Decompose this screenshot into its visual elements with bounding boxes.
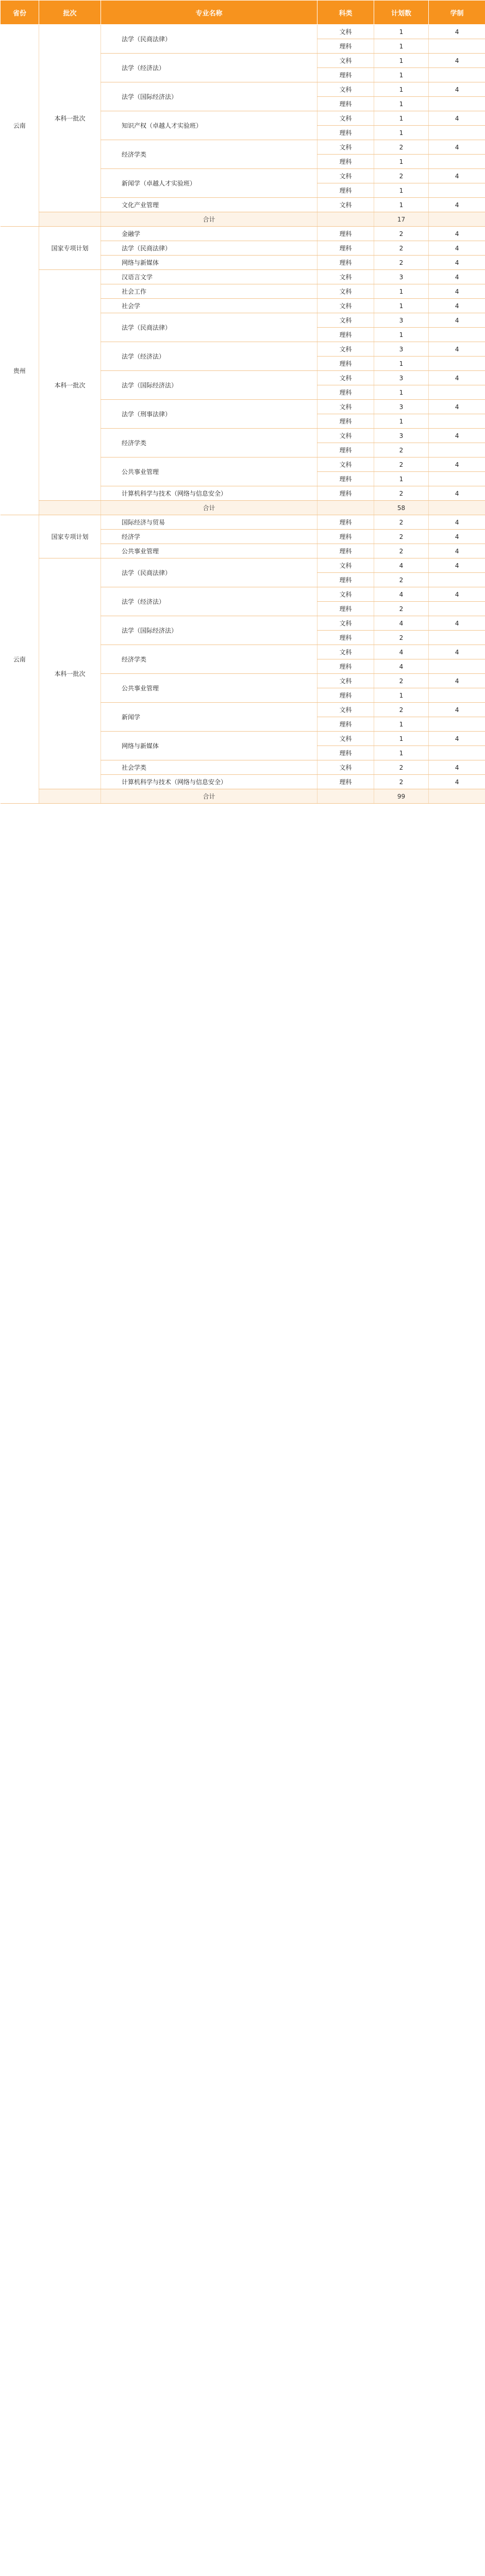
category-cell: 理科 — [317, 573, 374, 587]
total-value: 58 — [374, 501, 429, 515]
plan-count-cell: 2 — [374, 602, 429, 616]
category-cell: 理科 — [317, 544, 374, 558]
category-cell: 文科 — [317, 558, 374, 573]
category-cell: 文科 — [317, 140, 374, 155]
province-cell: 贵州 — [1, 227, 39, 515]
category-cell: 理科 — [317, 631, 374, 645]
header-row — [1, 1, 485, 25]
major-cell: 金融学 — [101, 227, 317, 241]
total-row — [1, 501, 485, 515]
plan-count-cell: 2 — [374, 775, 429, 789]
category-cell: 理科 — [317, 97, 374, 111]
batch-cell: 本科一批次 — [39, 25, 101, 212]
plan-count-cell: 3 — [374, 371, 429, 385]
header-batch: 批次 — [39, 1, 101, 25]
duration-cell — [429, 443, 485, 457]
duration-cell: 4 — [429, 54, 485, 68]
header-duration: 学制 — [429, 1, 485, 25]
duration-cell: 4 — [429, 227, 485, 241]
total-spacer — [429, 212, 485, 227]
plan-count-cell: 3 — [374, 313, 429, 328]
plan-count-cell: 4 — [374, 616, 429, 631]
duration-cell: 4 — [429, 703, 485, 717]
major-cell: 法学（国际经济法） — [101, 371, 317, 400]
duration-cell: 4 — [429, 82, 485, 97]
category-cell: 文科 — [317, 645, 374, 659]
major-cell: 法学（经济法） — [101, 342, 317, 371]
duration-cell: 4 — [429, 342, 485, 357]
plan-count-cell: 1 — [374, 198, 429, 212]
table-row — [1, 515, 485, 530]
duration-cell: 4 — [429, 111, 485, 126]
category-cell: 文科 — [317, 371, 374, 385]
total-spacer — [429, 501, 485, 515]
total-row — [1, 789, 485, 804]
plan-count-cell: 4 — [374, 558, 429, 573]
major-cell: 公共事业管理 — [101, 674, 317, 703]
plan-count-cell: 1 — [374, 746, 429, 760]
category-cell: 文科 — [317, 400, 374, 414]
table-row — [1, 270, 485, 284]
duration-cell: 4 — [429, 674, 485, 688]
batch-cell: 国家专项计划 — [39, 227, 101, 270]
major-cell: 新闻学（卓越人才实验班） — [101, 169, 317, 198]
category-cell: 文科 — [317, 703, 374, 717]
table-row — [1, 227, 485, 241]
total-value: 99 — [374, 789, 429, 804]
plan-count-cell: 1 — [374, 68, 429, 82]
duration-cell: 4 — [429, 515, 485, 530]
plan-count-cell: 1 — [374, 357, 429, 371]
duration-cell — [429, 68, 485, 82]
category-cell: 文科 — [317, 54, 374, 68]
category-cell: 理科 — [317, 530, 374, 544]
plan-count-cell: 1 — [374, 25, 429, 39]
category-cell: 理科 — [317, 472, 374, 486]
category-cell: 理科 — [317, 688, 374, 703]
duration-cell: 4 — [429, 558, 485, 573]
category-cell: 理科 — [317, 414, 374, 429]
major-cell: 法学（民商法律） — [101, 313, 317, 342]
plan-count-cell: 2 — [374, 140, 429, 155]
major-cell: 公共事业管理 — [101, 544, 317, 558]
category-cell: 文科 — [317, 674, 374, 688]
plan-count-cell: 1 — [374, 155, 429, 169]
plan-count-cell: 1 — [374, 299, 429, 313]
duration-cell — [429, 746, 485, 760]
category-cell: 理科 — [317, 515, 374, 530]
major-cell: 法学（民商法律） — [101, 241, 317, 256]
duration-cell: 4 — [429, 400, 485, 414]
category-cell: 文科 — [317, 587, 374, 602]
category-cell: 理科 — [317, 746, 374, 760]
duration-cell — [429, 328, 485, 342]
plan-count-cell: 1 — [374, 717, 429, 732]
duration-cell: 4 — [429, 457, 485, 472]
category-cell: 理科 — [317, 241, 374, 256]
major-cell: 经济学 — [101, 530, 317, 544]
major-cell: 社会学类 — [101, 760, 317, 775]
total-spacer — [39, 501, 101, 515]
plan-count-cell: 1 — [374, 97, 429, 111]
plan-count-cell: 4 — [374, 587, 429, 602]
category-cell: 文科 — [317, 82, 374, 97]
duration-cell — [429, 602, 485, 616]
duration-cell — [429, 573, 485, 587]
plan-count-cell: 1 — [374, 688, 429, 703]
major-cell: 法学（国际经济法） — [101, 616, 317, 645]
duration-cell: 4 — [429, 25, 485, 39]
duration-cell — [429, 39, 485, 54]
category-cell: 文科 — [317, 284, 374, 299]
plan-count-cell: 1 — [374, 183, 429, 198]
category-cell: 文科 — [317, 299, 374, 313]
plan-count-cell: 1 — [374, 732, 429, 746]
duration-cell — [429, 631, 485, 645]
duration-cell: 4 — [429, 616, 485, 631]
duration-cell: 4 — [429, 299, 485, 313]
category-cell: 理科 — [317, 443, 374, 457]
duration-cell: 4 — [429, 284, 485, 299]
category-cell: 文科 — [317, 429, 374, 443]
duration-cell: 4 — [429, 169, 485, 183]
plan-count-cell: 2 — [374, 486, 429, 501]
total-spacer — [317, 212, 374, 227]
duration-cell — [429, 155, 485, 169]
plan-count-cell: 2 — [374, 443, 429, 457]
duration-cell: 4 — [429, 140, 485, 155]
plan-count-cell: 1 — [374, 111, 429, 126]
category-cell: 理科 — [317, 486, 374, 501]
plan-count-cell: 4 — [374, 645, 429, 659]
plan-count-cell: 2 — [374, 674, 429, 688]
duration-cell: 4 — [429, 241, 485, 256]
category-cell: 文科 — [317, 198, 374, 212]
total-value: 17 — [374, 212, 429, 227]
major-cell: 法学（经济法） — [101, 54, 317, 82]
header-major: 专业名称 — [101, 1, 317, 25]
major-cell: 法学（民商法律） — [101, 25, 317, 54]
header-category: 科类 — [317, 1, 374, 25]
plan-count-cell: 4 — [374, 659, 429, 674]
duration-cell: 4 — [429, 732, 485, 746]
duration-cell — [429, 357, 485, 371]
plan-count-cell: 2 — [374, 515, 429, 530]
duration-cell: 4 — [429, 256, 485, 270]
category-cell: 理科 — [317, 602, 374, 616]
major-cell: 网络与新媒体 — [101, 732, 317, 760]
major-cell: 知识产权（卓越人才实验班） — [101, 111, 317, 140]
plan-count-cell: 3 — [374, 270, 429, 284]
plan-count-cell: 2 — [374, 703, 429, 717]
duration-cell — [429, 472, 485, 486]
category-cell: 文科 — [317, 270, 374, 284]
total-spacer — [39, 789, 101, 804]
plan-count-cell: 2 — [374, 227, 429, 241]
plan-count-cell: 1 — [374, 82, 429, 97]
major-cell: 计算机科学与技术（网络与信息安全） — [101, 486, 317, 501]
duration-cell: 4 — [429, 198, 485, 212]
duration-cell: 4 — [429, 760, 485, 775]
category-cell: 文科 — [317, 169, 374, 183]
total-label: 合计 — [101, 212, 317, 227]
category-cell: 理科 — [317, 385, 374, 400]
duration-cell: 4 — [429, 775, 485, 789]
total-label: 合计 — [101, 789, 317, 804]
table-row — [1, 558, 485, 573]
category-cell: 文科 — [317, 111, 374, 126]
category-cell: 文科 — [317, 342, 374, 357]
major-cell: 法学（经济法） — [101, 587, 317, 616]
category-cell: 理科 — [317, 126, 374, 140]
plan-count-cell: 1 — [374, 385, 429, 400]
major-cell: 法学（民商法律） — [101, 558, 317, 587]
category-cell: 理科 — [317, 227, 374, 241]
duration-cell: 4 — [429, 429, 485, 443]
category-cell: 理科 — [317, 357, 374, 371]
category-cell: 文科 — [317, 25, 374, 39]
total-spacer — [317, 789, 374, 804]
duration-cell — [429, 659, 485, 674]
major-cell: 经济学类 — [101, 140, 317, 169]
total-label: 合计 — [101, 501, 317, 515]
category-cell: 文科 — [317, 732, 374, 746]
plan-count-cell: 3 — [374, 400, 429, 414]
batch-cell: 国家专项计划 — [39, 515, 101, 558]
major-cell: 新闻学 — [101, 703, 317, 732]
major-cell: 经济学类 — [101, 429, 317, 457]
plan-count-cell: 1 — [374, 284, 429, 299]
category-cell: 理科 — [317, 39, 374, 54]
plan-count-cell: 2 — [374, 530, 429, 544]
plan-count-cell: 1 — [374, 54, 429, 68]
major-cell: 汉语言文学 — [101, 270, 317, 284]
category-cell: 理科 — [317, 256, 374, 270]
province-cell: 云南 — [1, 515, 39, 804]
duration-cell — [429, 183, 485, 198]
major-cell: 法学（国际经济法） — [101, 82, 317, 111]
plan-count-cell: 2 — [374, 573, 429, 587]
plan-count-cell: 2 — [374, 241, 429, 256]
category-cell: 理科 — [317, 328, 374, 342]
category-cell: 理科 — [317, 183, 374, 198]
duration-cell — [429, 414, 485, 429]
plan-count-cell: 1 — [374, 472, 429, 486]
duration-cell — [429, 717, 485, 732]
duration-cell — [429, 385, 485, 400]
total-row — [1, 212, 485, 227]
plan-count-cell: 3 — [374, 429, 429, 443]
batch-cell: 本科一批次 — [39, 270, 101, 501]
major-cell: 社会工作 — [101, 284, 317, 299]
duration-cell: 4 — [429, 645, 485, 659]
category-cell: 文科 — [317, 457, 374, 472]
major-cell: 公共事业管理 — [101, 457, 317, 486]
total-spacer — [39, 212, 101, 227]
header-province: 省份 — [1, 1, 39, 25]
major-cell: 网络与新媒体 — [101, 256, 317, 270]
plan-count-cell: 2 — [374, 544, 429, 558]
major-cell: 文化产业管理 — [101, 198, 317, 212]
duration-cell: 4 — [429, 587, 485, 602]
header-plan-count: 计划数 — [374, 1, 429, 25]
table-body — [1, 25, 485, 804]
major-cell: 法学（刑事法律） — [101, 400, 317, 429]
table-row — [1, 25, 485, 39]
plan-count-cell: 1 — [374, 126, 429, 140]
plan-count-cell: 2 — [374, 631, 429, 645]
plan-count-cell: 1 — [374, 39, 429, 54]
plan-count-cell: 3 — [374, 342, 429, 357]
category-cell: 理科 — [317, 775, 374, 789]
duration-cell: 4 — [429, 486, 485, 501]
total-spacer — [317, 501, 374, 515]
plan-count-cell: 2 — [374, 256, 429, 270]
category-cell: 理科 — [317, 68, 374, 82]
category-cell: 文科 — [317, 313, 374, 328]
duration-cell — [429, 126, 485, 140]
plan-count-cell: 2 — [374, 169, 429, 183]
major-cell: 计算机科学与技术（网络与信息安全） — [101, 775, 317, 789]
duration-cell: 4 — [429, 530, 485, 544]
category-cell: 理科 — [317, 717, 374, 732]
duration-cell — [429, 688, 485, 703]
major-cell: 经济学类 — [101, 645, 317, 674]
duration-cell: 4 — [429, 544, 485, 558]
duration-cell: 4 — [429, 371, 485, 385]
major-cell: 国际经济与贸易 — [101, 515, 317, 530]
category-cell: 理科 — [317, 155, 374, 169]
category-cell: 文科 — [317, 760, 374, 775]
batch-cell: 本科一批次 — [39, 558, 101, 789]
plan-count-cell: 2 — [374, 760, 429, 775]
major-cell: 社会学 — [101, 299, 317, 313]
duration-cell — [429, 97, 485, 111]
plan-count-cell: 1 — [374, 414, 429, 429]
category-cell: 文科 — [317, 616, 374, 631]
admission-plan-table — [0, 0, 485, 804]
duration-cell: 4 — [429, 313, 485, 328]
category-cell: 理科 — [317, 659, 374, 674]
duration-cell: 4 — [429, 270, 485, 284]
plan-count-cell: 2 — [374, 457, 429, 472]
total-spacer — [429, 789, 485, 804]
province-cell: 云南 — [1, 25, 39, 227]
plan-count-cell: 1 — [374, 328, 429, 342]
